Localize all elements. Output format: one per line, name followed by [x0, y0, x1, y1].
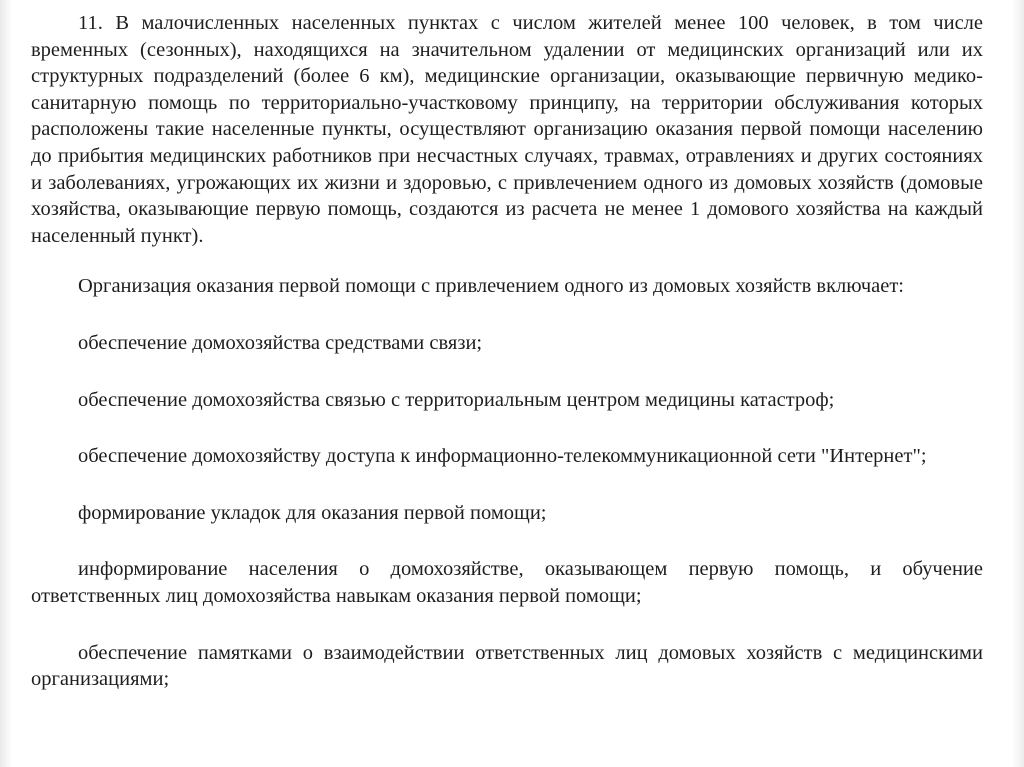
- document-body: [31, 10, 983, 723]
- page-edge-left: [0, 0, 12, 767]
- list-item-memos: обеспечение памятками о взаимодействии ответственных лиц домовых хозяйств с медицинскими организациями;: [31, 641, 983, 691]
- list-item-first-aid-kits: формирование укладок для оказания первой помощи;: [78, 501, 547, 524]
- list-item-disaster-center-link: обеспечение домохозяйства связью с территориальным центром медицины катастроф;: [78, 388, 835, 411]
- list-item-communication-means: обеспечение домохозяйства средствами связи;: [78, 331, 483, 354]
- paragraph-clause-11: 11. В малочисленных населенных пунктах с числом жителей менее 100 человек, в том числе временных (сезонных), находящихся на значительном удалении от медицинских организаций или их структурных подразделений (более 6 км), медицинские организации, оказывающие первичную медико-санитарную помощь по территориально-участковому принципу, на территории обслуживания которых расположены такие населенные пункты, осуществляют организацию оказания первой помощи населению до прибытия медицинских работников при несчастных случаях, травмах, отравлениях и других состояниях и заболеваниях, угрожающих их жизни и здоровью, с привлечением одного из домовых хозяйств (домовые хозяйства, оказывающие первую помощь, создаются из расчета не менее 1 домового хозяйства на каждый населенный пункт).: [31, 12, 983, 247]
- list-item-internet-access: обеспечение домохозяйству доступа к информационно-телекоммуникационной сети "Интернет";: [78, 445, 927, 468]
- page-edge-right: [1012, 0, 1024, 767]
- list-item-informing-training: информирование населения о домохозяйстве, оказывающем первую помощь, и обучение ответственных лиц домохозяйства навыкам оказания первой помощи;: [31, 558, 983, 607]
- paragraph-list-intro: Организация оказания первой помощи с привлечением одного из домовых хозяйств включает:: [78, 275, 904, 298]
